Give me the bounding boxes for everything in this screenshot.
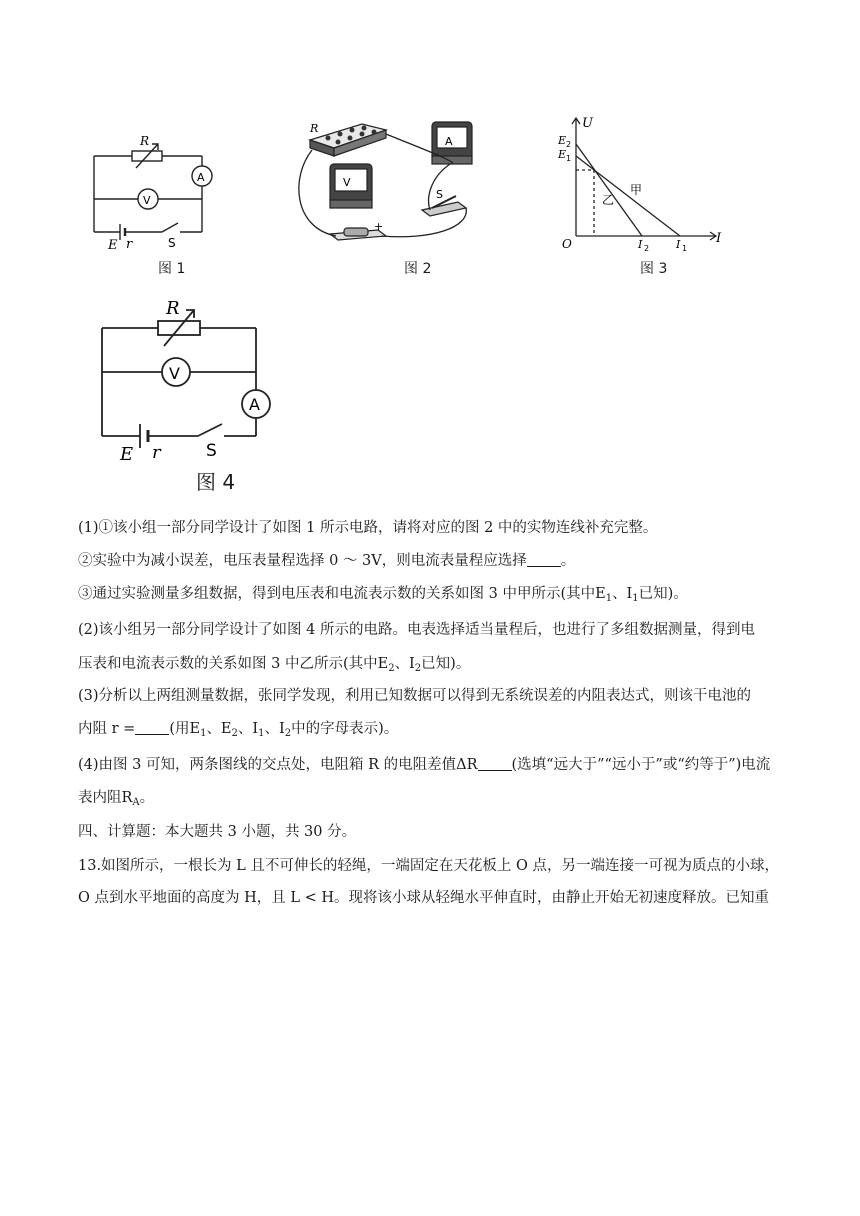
fig2-label-A: A — [445, 135, 453, 148]
q4a-post: (选填“远大于”“远小于”或“约等于”)电流 — [511, 757, 771, 773]
fig4-label-A: A — [249, 395, 260, 414]
question-13-line-2 — [78, 888, 790, 908]
q2b-sub2: 2 — [414, 663, 422, 674]
question-1-part-3 — [78, 584, 790, 609]
q1c-sub2: 1 — [632, 593, 639, 604]
q2b-sub1: 2 — [388, 663, 395, 674]
q4b-pre: 表内阻R — [78, 790, 133, 806]
fig4-label-S: S — [206, 441, 217, 461]
fig3-sub-E1: 1 — [566, 154, 572, 163]
q1c-pre: ③通过实验测量多组数据，得到电压表和电流表示数的关系如图 3 中甲所示(其中E — [78, 586, 606, 602]
q1c-mid: 、I — [612, 586, 633, 602]
fig1-label-r: r — [126, 237, 133, 250]
q3b-sub2: 2 — [231, 728, 238, 739]
q1c-sub1: 1 — [605, 593, 613, 604]
q3b-sub4: 2 — [284, 728, 292, 739]
q3b-mid3: 、I — [237, 721, 259, 737]
q3b-sub3: 1 — [258, 728, 265, 739]
question-2-line-1 — [78, 620, 790, 640]
answer-blank-ammeter-range[interactable] — [527, 552, 561, 567]
fig1-label-R: R — [140, 134, 150, 148]
fig3-label-I2: I — [638, 238, 643, 251]
fig4-label-R: R — [166, 298, 180, 319]
fig2-label-S: S — [436, 188, 443, 201]
q2b-pre: 压表和电流表示数的关系如图 3 中乙所示(其中E — [78, 656, 389, 672]
fig4-label-E: E — [120, 444, 134, 465]
q1b-text: ②实验中为减小误差，电压表量程选择 0 ～ 3V，则电流表量程应选择 — [78, 553, 527, 569]
section-4-heading — [78, 822, 790, 842]
fig3-sub-I2: 2 — [644, 244, 650, 252]
question-1-part-2 — [78, 551, 790, 571]
q3b-mid1: (用E — [169, 721, 201, 737]
question-1-part-1 — [78, 518, 790, 538]
fig3-label-I: I — [716, 231, 722, 246]
figure-3-graph — [558, 112, 728, 252]
q4b-post: 。 — [139, 790, 155, 806]
q3b-post: 中的字母表示)。 — [291, 721, 399, 737]
figure-1-circuit — [88, 132, 220, 250]
fig1-label-S: S — [168, 236, 176, 250]
figure-4-circuit — [96, 298, 280, 468]
question-2-line-2 — [78, 654, 790, 679]
fig1-label-E: E — [108, 238, 118, 250]
fig3-label-E2: E — [558, 134, 567, 147]
fig3-label-O: O — [562, 237, 572, 251]
q2b-mid: 、I — [394, 656, 415, 672]
q4b-sub: A — [132, 797, 140, 808]
q2a-text: (2)该小组另一部分同学设计了如图 4 所示的电路。电表选择适当量程后，也进行了多组数据测量，得到电 — [78, 622, 755, 638]
question-4-line-2 — [78, 788, 790, 813]
q1c-post: 已知)。 — [638, 586, 688, 602]
question-13-line-1 — [78, 856, 790, 876]
figure-1-caption: 图 1 — [158, 261, 186, 277]
answer-blank-internal-resistance[interactable] — [135, 720, 169, 735]
fig3-label-yi: 乙 — [602, 193, 615, 207]
q3a-text: (3)分析以上两组测量数据，张同学发现，利用已知数据可以得到无系统误差的内阻表达式，则该干电池的 — [78, 688, 752, 704]
fig4-label-V: V — [169, 364, 180, 383]
q13a-text: 13.如图所示，一根长为 L 且不可伸长的轻绳，一端固定在天花板上 O 点，另一端连接一可视为质点的小球， — [78, 858, 780, 874]
fig2-plus: + — [374, 220, 384, 233]
q13b-text: O 点到水平地面的高度为 H，且 L < H。现将该小球从轻绳水平伸直时，由静止开始无初速度释放。已知重 — [78, 890, 769, 906]
figure-4-caption: 图 4 — [196, 470, 236, 494]
fig3-label-jia: 甲 — [630, 183, 643, 197]
sec4-text: 四、计算题：本大题共 3 小题，共 30 分。 — [78, 824, 357, 840]
fig3-sub-E2: 2 — [566, 140, 572, 149]
q3b-pre: 内阻 r = — [78, 721, 136, 737]
figure-2-caption: 图 2 — [404, 261, 432, 277]
q4a-pre: (4)由图 3 可知，两条图线的交点处，电阻箱 R 的电阻差值ΔR — [78, 757, 478, 773]
q2b-post: 已知)。 — [421, 656, 471, 672]
question-3-line-1 — [78, 686, 790, 706]
q3b-sub1: 1 — [200, 728, 207, 739]
fig3-label-U: U — [582, 116, 593, 131]
figure-3-caption: 图 3 — [640, 261, 668, 277]
fig3-sub-I1: 1 — [682, 244, 688, 252]
question-4-line-1 — [78, 755, 790, 775]
fig3-label-I1: I — [676, 238, 681, 251]
q3b-mid2: 、E — [206, 721, 232, 737]
fig3-label-E1: E — [558, 148, 567, 161]
question-3-line-2 — [78, 719, 790, 744]
fig2-label-R: R — [310, 122, 319, 135]
q1b-post: 。 — [560, 553, 576, 569]
fig2-label-V: V — [343, 176, 351, 189]
answer-blank-delta-r[interactable] — [478, 756, 512, 771]
figure-2-apparatus — [290, 118, 490, 258]
q3b-mid4: 、I — [264, 721, 285, 737]
q1a-text: (1)①该小组一部分同学设计了如图 1 所示电路，请将对应的图 2 中的实物连线补充完整。 — [78, 520, 658, 536]
fig4-label-r: r — [152, 442, 161, 463]
fig1-label-A: A — [197, 171, 205, 184]
fig1-label-V: V — [143, 194, 151, 207]
